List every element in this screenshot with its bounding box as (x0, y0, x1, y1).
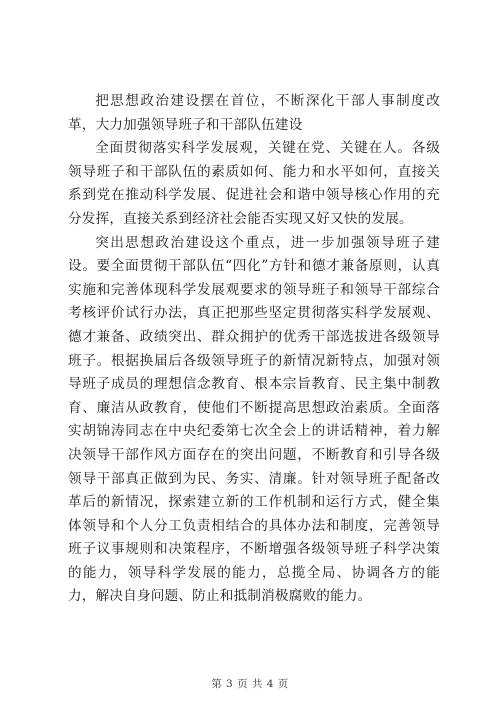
paragraph-intro: 全面贯彻落实科学发展观，关键在党、关键在人。各级领导班子和干部队伍的素质如何、能力和水平如何，直接关系到党在推动科学发展、促进社会和谐中领导核心作用的充分发挥，直接关系到经济社会能否实现又好又快的发展。 (68, 140, 440, 227)
paragraph-leadership-building: 突出思想政治建设这个重点，进一步加强领导班子建设。要全面贯彻干部队伍“四化”方针和德才兼备原则，认真实施和完善体现科学发展观要求的领导班子和领导干部综合考核评价试行办法，真正把那些坚定贯彻落实科学发展观、德才兼备、政绩突出、群众拥护的优秀干部选拔进各级领导班子。根据换届后各级领导班子的新情况新特点，加强对领导班子成员的理想信念教育、根本宗旨教育、民主集中制教育、廉洁从政教育，使他们不断提高思想政治素质。全面落实胡锦涛同志在中央纪委第七次全会上的讲话精神，着力解决领导干部作风方面存在的突出问题，不断教育和引导各级领导干部真正做到为民、务实、清廉。针对领导班子配备改革后的新情况，探索建立新的工作机制和运行方式，健全集体领导和个人分工负责相结合的具体办法和制度，完善领导班子议事规则和决策程序，不断增强各级领导班子科学决策的能力，领导科学发展的能力，总揽全局、协调各方的能力，解决自身问题、防止和抵制消极腐败的能力。 (68, 234, 440, 605)
page-footer: 第 3 页 共 4 页 (211, 678, 289, 690)
document-body (68, 90, 440, 609)
paragraph-heading: 把思想政治建设摆在首位，不断深化干部人事制度改革，大力加强领导班子和干部队伍建设 (68, 93, 440, 133)
